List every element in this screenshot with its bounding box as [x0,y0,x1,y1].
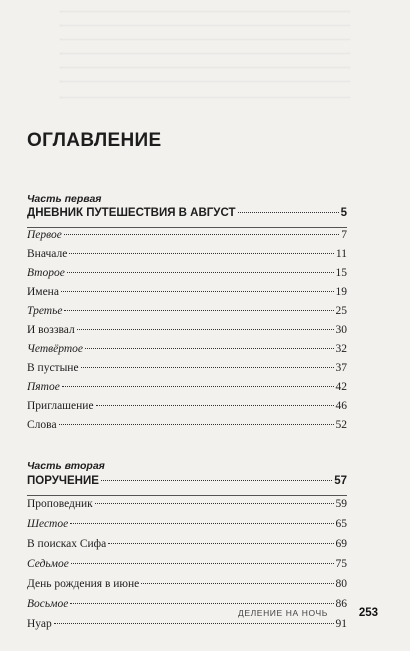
page-number: 91 [335,618,347,630]
toc-entry [27,400,347,416]
dot-leader [85,348,333,349]
entry-title: И воззвал [27,324,75,336]
dot-leader [77,329,334,330]
page-number: 80 [335,578,347,590]
show-through-text [0,0,410,110]
toc-entry [27,419,347,435]
toc-entry [27,381,347,397]
entry-title: Проповедник [27,498,93,510]
dot-leader [70,523,333,524]
entry-title: Имена [27,286,59,298]
dot-leader [141,583,333,584]
dot-leader [62,386,334,387]
page-number: 57 [334,475,347,487]
toc-entry [27,618,347,634]
page-number: 75 [335,558,347,570]
toc-entry [27,578,347,594]
entry-title: Вначале [27,248,68,260]
divider [27,495,347,496]
page-number: 5 [340,207,347,219]
entry-title: В пустыне [27,362,79,374]
dot-leader [70,603,333,604]
toc-entry [27,538,347,554]
dot-leader [95,503,334,504]
toc-entry [27,343,347,359]
entry-title: Слова [27,419,57,431]
toc-entry [27,286,347,302]
dot-leader [59,424,334,425]
entry-title: Четвёртое [27,343,84,355]
dot-leader [64,310,333,311]
entry-title: Первое [27,229,62,241]
entry-title: Пятое [27,381,60,393]
dot-leader [69,253,334,254]
toc-entry [27,229,347,245]
toc-entry [27,267,347,283]
page-number: 30 [335,324,347,336]
dot-leader [61,291,334,292]
dot-leader [71,563,334,564]
part-heading-title: ПОРУЧЕНИЕ [27,475,99,487]
part-label: Часть первая [27,193,102,205]
dot-leader [238,212,339,213]
page-number: 15 [335,267,347,279]
entry-title: В поисках Сифа [27,538,107,550]
entry-title: Второе [27,267,65,279]
page-title: ОГЛАВЛЕНИЕ [27,130,162,151]
toc-entry [27,362,347,378]
dot-leader [54,623,334,624]
dot-leader [64,234,339,235]
toc-entry [27,518,347,534]
page-number: 59 [335,498,347,510]
dot-leader [108,543,333,544]
entry-title: Восьмое [27,598,69,610]
page-number: 65 [335,518,347,530]
part-heading [27,207,347,223]
page-number: 52 [335,419,347,431]
entry-title: Третье [27,305,63,317]
page-number: 19 [335,286,347,298]
entry-title: Шестое [27,518,69,530]
dot-leader [96,405,334,406]
dot-leader [101,480,332,481]
toc-entry [27,558,347,574]
folio-page-number: 253 [358,607,378,619]
dot-leader [67,272,334,273]
entry-title: Нуар [27,618,52,630]
toc-entry [27,324,347,340]
part-label: Часть вторая [27,460,105,472]
toc-entry [27,248,347,264]
divider [27,227,347,228]
toc-entry [27,305,347,321]
page-number: 7 [341,229,347,241]
page-number: 86 [335,598,347,610]
page-number: 69 [335,538,347,550]
entry-title: День рождения в июне [27,578,140,590]
running-title: ДЕЛЕНИЕ НА НОЧЬ [238,608,328,618]
dot-leader [81,367,334,368]
part-heading-title: ДНЕВНИК ПУТЕШЕСТВИЯ В АВГУСТ [27,207,236,219]
running-footer [238,607,378,619]
page-number: 42 [335,381,347,393]
entry-title: Приглашение [27,400,94,412]
part-heading [27,475,347,491]
entry-title: Седьмое [27,558,69,570]
page-number: 25 [335,305,347,317]
page-number: 32 [335,343,347,355]
toc-entry [27,498,347,514]
page-number: 46 [335,400,347,412]
page-number: 11 [335,248,347,260]
page-number: 37 [335,362,347,374]
